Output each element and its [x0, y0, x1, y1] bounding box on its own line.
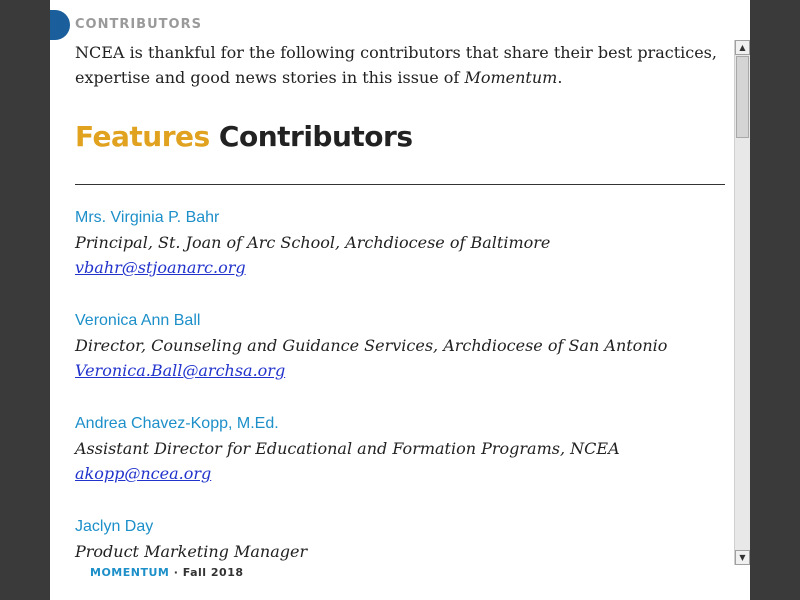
contributor-role: Principal, St. Joan of Arc School, Archdiocese of Baltimore: [75, 233, 551, 252]
footer-separator: ·: [173, 566, 179, 579]
contributor-item: [75, 411, 735, 486]
section-marker-icon: [50, 10, 70, 40]
contributor-list: [75, 205, 735, 592]
divider: [75, 184, 725, 185]
title-accent: Features: [75, 120, 210, 153]
scroll-down-arrow-icon[interactable]: ▼: [735, 550, 750, 565]
intro-publication: Momentum: [464, 68, 558, 87]
contributor-role: Product Marketing Manager: [75, 542, 308, 561]
page-footer: [90, 566, 244, 579]
contributor-name: Jaclyn Day: [75, 518, 154, 535]
scroll-thumb[interactable]: [736, 56, 749, 138]
footer-brand: MOMENTUM: [90, 566, 170, 579]
section-label: CONTRIBUTORS: [75, 17, 202, 32]
contributor-name: Veronica Ann Ball: [75, 312, 201, 329]
intro-paragraph: [75, 40, 725, 90]
intro-end: .: [557, 68, 563, 87]
scroll-up-arrow-icon[interactable]: ▲: [735, 40, 750, 55]
contributor-role: Assistant Director for Educational and Formation Programs, NCEA: [75, 439, 620, 458]
contributor-name: Andrea Chavez-Kopp, M.Ed.: [75, 415, 279, 432]
footer-issue: Fall 2018: [182, 566, 244, 579]
intro-text: NCEA is thankful for the following contributors that share their best practices, expertise and good news stories in this issue of: [75, 43, 717, 87]
title-rest: Contributors: [218, 120, 413, 153]
document-page: [50, 0, 750, 600]
contributor-email-link[interactable]: Veronica.Ball@archsa.org: [75, 361, 286, 380]
contributor-item: [75, 514, 735, 564]
contributor-role: Director, Counseling and Guidance Services, Archdiocese of San Antonio: [75, 336, 668, 355]
vertical-scrollbar[interactable]: [734, 40, 750, 565]
contributor-email-link[interactable]: akopp@ncea.org: [75, 464, 212, 483]
contributor-name: Mrs. Virginia P. Bahr: [75, 209, 220, 226]
contributor-item: [75, 308, 735, 383]
page-title: [75, 120, 413, 153]
contributor-email-link[interactable]: vbahr@stjoanarc.org: [75, 258, 246, 277]
contributor-item: [75, 205, 735, 280]
